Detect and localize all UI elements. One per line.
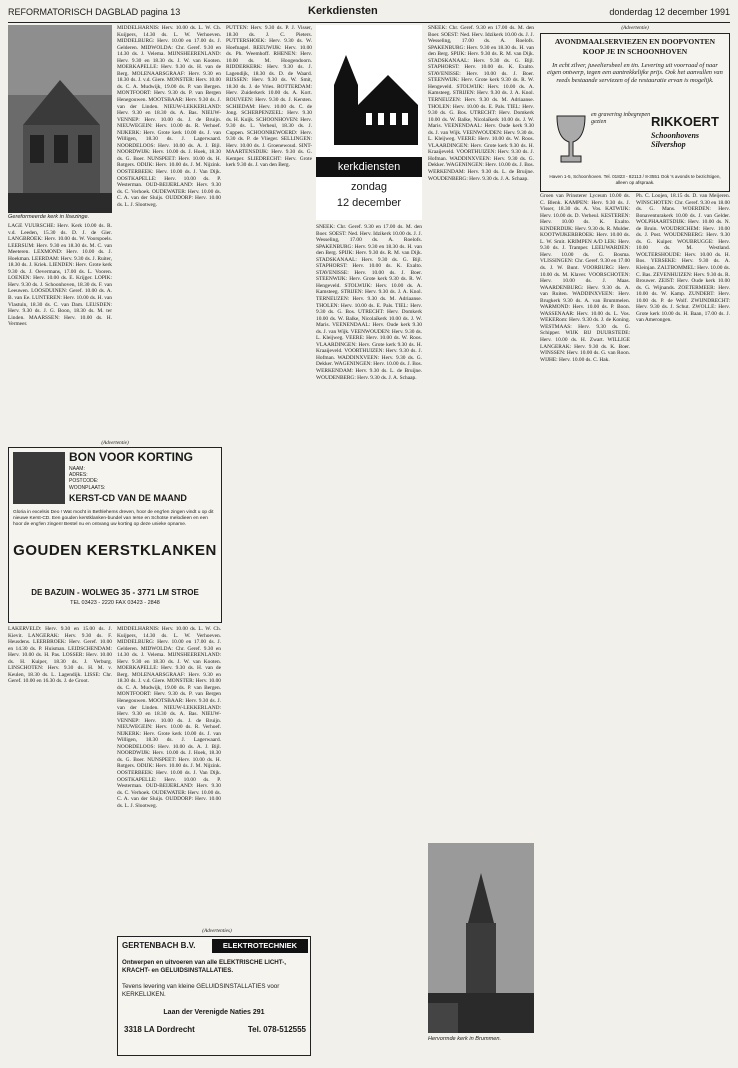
advert-rikkoert bbox=[540, 33, 730, 192]
church-silhouette bbox=[316, 25, 422, 155]
cd-headline: GOUDEN KERSTKLANKEN bbox=[13, 542, 217, 559]
kerkdiensten-banner bbox=[316, 25, 422, 220]
rikkoert-address: Haven 1-5, Schoonhoven. Tel. 01823 - 82113 / 8-3551 Ook 's avonds te bezichtigen, alleen op afspraak. bbox=[549, 174, 721, 185]
rikkoert-brand: RIKKOERT bbox=[651, 114, 719, 129]
gertenbach-name: GERTENBACH B.V. bbox=[122, 941, 196, 950]
church-photo-2 bbox=[428, 843, 534, 1033]
section-title: Kerkdiensten bbox=[308, 5, 378, 17]
advert-label-3: (Advertenties) bbox=[202, 928, 232, 934]
advert-label-2: (Advertentie) bbox=[621, 25, 649, 31]
gertenbach-address: Laan der Verenigde Naties 291 bbox=[163, 1009, 265, 1016]
banner-day: zondag bbox=[350, 181, 388, 193]
photo-caption-2: Hervormde kerk in Brummen. bbox=[428, 1036, 502, 1042]
page-header bbox=[8, 4, 730, 23]
listing-column-2b: MIDDELHARNIS: Herv. 10.00 ds. L. W. Ch. Kuijpers, 14.30 ds. L. W. Verhoeven. MIDDELBURG: Herv. 10.00 en 17.00 ds. J. Gelderen. MIDWOLDA: Chr. Geref. 9.30 en 14.30 ds. J. Velema. MIJNSHEERENLAND: Herv. 9.30 en 18.30 ds. J. W. van Kooten. MOERKAPELLE: Herv. 9.30 ds. H. van de Berg. MOLENAARSGRAAF: Herv. 9.30 en 18.30 ds. J. v.d. Giere. MONSTER: Herv. 10.00 ds. C. A. Mudwijk, 19.00 ds. P. van Bergen. MONTFOORT: Herv. 9.30 ds. P. van Bergen Henegouwen. MOOTSBAAR: Herv. 9.30 ds. J. van der Linden. NIEUW-LEKKERLAND: Herv. 9.30 en 18.30 ds. A. Bas. NIEUW-VENNEP: Herv. 10.00 ds. J. de Bruijn. NIEUWEGEIN: Herv. 10.00 ds. R. Verhoef. NIJKERK: Herv. Grote kerk 10.00 ds. J. van Willigen, 18.30 ds. J. Lagerwaard. NOORDELOOS: Herv. 10.00 ds. A. J. Bijl. NOORDWIJK: Herv. 10.00 ds. J. Hoek, 18.30 ds. G. Boer. NUNSPEET: Herv. 10.00 ds. H. Rotgers. ODIJK: Herv. 10.00 ds. J. M. Nijzink. OOSTERBEEK: Herv. 10.00 ds. J. Van Dijk. OOSTKAPELLE: Herv. 10.00 ds. P. Westerman. OUD-BEIJERLAND: Herv. 9.30 ds. C. Verhoek. OUDEWATER: Herv. 10.00 ds. C. A. van der Sluijs. OUDDORP: Herv. 10.00 ds. L. J. Slootweg. bbox=[117, 626, 221, 809]
cd-body: Gloria in excelsis Deo ! Wat mocht in Bethlehems dreven, hoor de eng'len zingen vindt u op dit nieuwe Kerst-CD. Een gouden kerstklanken-bundel van Ierse en Schotse melodieen en een hoor de eng'len zingen! Bestel nu en ontvang uw korting op deze unieke opname. bbox=[13, 510, 214, 527]
listing-column-1b: LAKERVELD: Herv. 9.30 en 15.00 ds. J. Kievit. LANGERAK: Herv. 9.30 ds. F. Heusdens. LEERBROEK: Herv. Geref. 10.00 en 14.30 ds. P. Huisman. LEIDSCHENDAM: Herv. 10.00 ds. H. Pas. LOSSER: Herv. 10.00 ds. H. Kuiper, 18.30 ds. J. Verburg. LINSCHOTEN: Herv. 9.30 ds. H. M. v. Keulen, 18.30 ds. L. Lagendijk. LISSE: Chr. Geref. 10.00 en 16.30 ds. J. de Groot. bbox=[8, 626, 112, 685]
chalice-icon bbox=[551, 112, 591, 170]
photo-caption-1: Gereformeerde kerk in Ilsezinge. bbox=[8, 214, 90, 220]
coupon-field-city[interactable]: WOONPLAATS: bbox=[69, 484, 106, 491]
banner-date: 12 december bbox=[336, 197, 402, 209]
firm-phone: TEL 03423 - 2220 FAX 03423 - 2848 bbox=[70, 600, 160, 606]
cd-subtitle: KERST-CD VAN DE MAAND bbox=[69, 493, 187, 503]
banner-title: kerkdiensten bbox=[316, 157, 422, 177]
gertenbach-line1: Ontwerpen en uitvoeren van alle ELEKTRISCHE LICHT-, KRACHT- en GELUIDSINSTALLATIES. bbox=[122, 959, 286, 974]
coupon-field-name[interactable]: NAAM: bbox=[69, 466, 85, 472]
coupon-field-address[interactable]: ADRES: bbox=[69, 472, 88, 479]
gertenbach-line2: Tevens levering van kleine GELUIDSINSTALLATIES voor KERKELIJKEN. bbox=[122, 983, 280, 998]
listing-column-3b: SNEEK: Chr. Geref. 9.30 en 17.00 ds. M. den Boer. SOEST: Ned. Herv. Idzikerk 10.00 ds. J. J. Wesseling, 17.00 ds. A. Roelofs. SPAKENBURG: Herv. 9.30 en 18.30 ds. H. van den Berg. SPIJK: Herv. 9.30 ds. R. M. van Dijk. STADSKANAAL: Herv. 9.30 ds. G. Bijl. STAPHORST: Herv. 10.00 ds. K. Exalto. STAVENISSE: Herv. 10.00 ds. J. Boer. STEENWIJK: Herv. Grote kerk 9.30 ds. R. W. Hengeveld. STOLWIJK: Herv. 10.00 ds. A. Kamsteeg. STRIJEN: Herv. 9.30 ds. J. A. Knol. TERNEUZEN: Herv. 9.30 ds. M. Adriaanse. THOLEN: Herv. 10.00 ds. E. Pals. TIEL: Herv. 9.30 ds. G. Bos. UTRECHT: Herv. Domkerk 10.00 ds. W. Balke, Nicolaïkerk 10.00 ds. J. W. Maris. VEENENDAAL: Herv. Oude kerk 9.30 ds. J. van Wijk. VEENWOUDEN: Herv. 9.30 ds. L. Kleijweg. VEERE: Herv. 10.00 ds. W. Roos. VLAARDINGEN: Herv. Grote kerk 9.30 ds. H. Kraaijeveld. VOORTHUIZEN: Herv. 9.30 ds. J. Hofman. WADDINXVEEN: Herv. 9.30 ds. G. Dekker. WAGENINGEN: Herv. 10.00 ds. J. Bos. WERKENDAM: Herv. 9.30 ds. L. de Bruijne. WOUDENBERG: Herv. 9.30 ds. J. A. Schaap. bbox=[316, 224, 422, 381]
advert-bazuin bbox=[8, 447, 222, 623]
advert-gertenbach bbox=[117, 936, 311, 1056]
coupon-title: BON VOOR KORTING bbox=[69, 450, 194, 464]
rikkoert-subtitle: KOOP JE IN SCHOONHOVEN bbox=[582, 47, 688, 56]
listing-column-3: PUTTEN: Herv. 9.30 ds. P. J. Visser, 18.30 ds. J. C. Pieters. PUTTERSHOEK: Herv. 9.30 ds. W. Hoefnagel. REEUWIJK: Herv. 10.00 ds. Ph. Weemhoff. RHENEN: Herv. 10.00 ds. M. Hoogendoorn. RIDDERKERK: Herv. 9.30 ds. J. Lagendijk, 18.30 ds. D. de Waard. RIJSSEN: Herv. 9.30 ds. W. Smit, 18.30 ds. J. de Vries. ROTTERDAM: Herv. Zuiderkerk 10.00 ds. A. Kort. ROUVEEN: Herv. 9.30 ds. J. Kersten. SCHIEDAM: Herv. 10.00 ds. C. de Jong. SCHERPENZEEL: Herv. 9.30 ds. H. Kuijk. SCHOONHOVEN: Herv. 9.30 ds. L. Verheul, 18.30 ds. J. Cuppen. SCHOONREWOERD: Herv. 9.30 ds. P. de Vlieger. SELLINGEN: Herv. 10.00 ds. J. Groenewoud. SINT-MAARTENSDIJK: Herv. 9.30 ds. G. Kemper. SLIEDRECHT: Herv. Grote kerk 9.30 ds. J. van den Berg. bbox=[226, 25, 312, 169]
coupon-field-postcode[interactable]: POSTCODE: bbox=[69, 478, 99, 485]
rikkoert-title: AVONDMAALSERVIEZEN EN DOOPVONTEN bbox=[554, 37, 716, 46]
church-photo-1 bbox=[8, 25, 112, 213]
listing-column-6: Ph. C. Loojen, 18.15 ds. D. van Meijeren. WINSCHOTEN: Chr. Geref. 9.30 en 18.00 ds. G. Mans. WOERDEN: Herv. Bonaventurakerk 10.00 ds. J. van Gelder. WOLPHAARTSDIJK: Herv. 10.00 ds. N. de Bruin. WOUDRICHEM: Herv. 10.00 ds. J. Post. WOUDENBERG: Herv. 9.30 ds. G. Kuiper. WOUBRUGGE: Herv. 10.00 ds. M. Westland. WOLTERSHOUDE: Herv. 10.00 ds. H. Bos. YERSEKE: Herv. 9.30 ds. A. Kleinjan. ZALTBOMMEL: Herv. 10.00 ds. C. Bas. ZEVENHUIZEN: Herv. 9.30 ds. R. Brouwer. ZEIST: Herv. Oude kerk 10.00 ds. G. Wijnands. ZOETERMEER: Herv. 10.00 ds. W. Kamp. ZUNDERT: Herv. 10.00 ds. P. de Wolf. ZWIJNDRECHT: Herv. 9.30 ds. J. Schut. ZWOLLE: Herv. Grote kerk 10.00 ds. H. Baan, 17.00 ds. J. van Amerongen. bbox=[636, 193, 730, 324]
church-tower-2 bbox=[428, 843, 534, 1033]
issue-date: donderdag 12 december 1991 bbox=[609, 7, 730, 17]
gertenbach-trade: ELEKTROTECHNIEK bbox=[212, 939, 308, 953]
rikkoert-brand2: Schoonhovens Silvershop bbox=[651, 131, 700, 149]
page-number: REFORMATORISCH DAGBLAD pagina 13 bbox=[8, 7, 181, 17]
firm-address: DE BAZUIN - WOLWEG 35 - 3771 LM STROE bbox=[31, 588, 199, 597]
coupon-fields bbox=[69, 466, 209, 491]
rikkoert-body: In echt zilver, juweliersbeel en tin. Levering uit voorraad of naar eigen ontwerp, tegen een aantrekkelijke prijs. Ook het aanvullen van reeds bestaande serviezen of de restauratie ervan is mogelijk. bbox=[547, 62, 723, 84]
listing-column-4: SNEEK: Chr. Geref. 9.30 en 17.00 ds. M. den Boer. SOEST: Ned. Herv. Idzikerk 10.00 ds. J. J. Wesseling, 17.00 ds. A. Roelofs. SPAKENBURG: Herv. 9.30 en 18.30 ds. H. van den Berg. SPIJK: Herv. 9.30 ds. R. M. van Dijk. STADSKANAAL: Herv. 9.30 ds. G. Bijl. STAPHORST: Herv. 10.00 ds. K. Exalto. STAVENISSE: Herv. 10.00 ds. J. Boer. STEENWIJK: Herv. Grote kerk 9.30 ds. R. W. Hengeveld. STOLWIJK: Herv. 10.00 ds. A. Kamsteeg. STRIJEN: Herv. 9.30 ds. J. A. Knol. TERNEUZEN: Herv. 9.30 ds. M. Adriaanse. THOLEN: Herv. 10.00 ds. E. Pals. TIEL: Herv. 9.30 ds. G. Bos. UTRECHT: Herv. Domkerk 10.00 ds. W. Balke, Nicolaïkerk 10.00 ds. J. W. Maris. VEENENDAAL: Herv. Oude kerk 9.30 ds. J. van Wijk. VEENWOUDEN: Herv. 9.30 ds. L. Kleijweg. VEERE: Herv. 10.00 ds. W. Roos. VLAARDINGEN: Herv. Grote kerk 9.30 ds. H. Kraaijeveld. VOORTHUIZEN: Herv. 9.30 ds. J. Hofman. WADDINXVEEN: Herv. 9.30 ds. G. Dekker. WAGENINGEN: Herv. 10.00 ds. J. Bos. WERKENDAM: Herv. 9.30 ds. L. de Bruijne. WOUDENBERG: Herv. 9.30 ds. J. A. Schaap. bbox=[428, 25, 534, 182]
listing-column-5: Groen van Prinsterer Lyceum 10.00 ds. C. Blenk. KAMPEN: Herv. 9.30 ds. J. Visser, 18.30 ds. A. Vos. KATWIJK: Herv. 10.00 ds. D. Verheul. KESTEREN: Herv. 10.00 ds. K. Exalto. KINDERDIJK: Herv. 9.30 ds. R. Mulder. KOOTWIJKERBROEK: Herv. 10.00 ds. L. W. Smit. KRIMPEN A/D LEK: Herv. 9.30 ds. J. Tramper. LEEUWARDEN: Herv. 10.00 ds. G. Bosma. VLISSINGEN: Chr. Geref. 9.30 en 17.00 ds. J. W. Bunt. VOORBURG: Herv. 10.00 ds. M. Klaver. VOORSCHOTEN: Herv. 10.00 ds. J. Maas. WAARDENBURG: Herv. 9.30 ds. A. van Ruiten. WADDINXVEEN: Herv. Brugkerk 9.30 ds. A. van Brummelen. WARMOND: Herv. 10.00 ds. P. Boon. WASSENAAR: Herv. 10.00 ds. L. Vos. WEKERom: Herv. 9.30 ds. J. de Koning. WESTMAAS: Herv. 9.30 ds. G. Schipper. WIJK BIJ DUURSTEDE: Herv. 10.00 ds. H. Zwart. WILLIGE LANGERAK: Herv. 9.30 ds. K. Boer. WINSSEN: Herv. 10.00 ds. G. van Roon. WIJHE: Herv. 10.00 ds. C. Hak. bbox=[540, 193, 630, 363]
cd-cover bbox=[13, 452, 65, 504]
listing-column-2: MIDDELHARNIS: Herv. 10.00 ds. L. W. Ch. Kuijpers, 14.30 ds. L. W. Verhoeven. MIDDELBURG: Herv. 10.00 en 17.00 ds. J. Gelderen. MIDWOLDA: Chr. Geref. 9.30 en 14.30 ds. J. Velema. MIJNSHEERENLAND: Herv. 9.30 en 18.30 ds. J. W. van Kooten. MOERKAPELLE: Herv. 9.30 ds. H. van de Berg. MOLENAARSGRAAF: Herv. 9.30 en 18.30 ds. J. v.d. Giere. MONSTER: Herv. 10.00 ds. C. A. Mudwijk, 19.00 ds. P. van Bergen. MONTFOORT: Herv. 9.30 ds. P. van Bergen Henegouwen. MOOTSBAAR: Herv. 9.30 ds. J. van der Linden. NIEUW-LEKKERLAND: Herv. 9.30 en 18.30 ds. A. Bas. NIEUW-VENNEP: Herv. 10.00 ds. J. de Bruijn. NIEUWEGEIN: Herv. 10.00 ds. R. Verhoef. NIJKERK: Herv. Grote kerk 10.00 ds. J. van Willigen, 18.30 ds. J. Lagerwaard. NOORDELOOS: Herv. 10.00 ds. A. J. Bijl. NOORDWIJK: Herv. 10.00 ds. J. Hoek, 18.30 ds. G. Boer. NUNSPEET: Herv. 10.00 ds. H. Rotgers. ODIJK: Herv. 10.00 ds. J. M. Nijzink. OOSTERBEEK: Herv. 10.00 ds. J. Van Dijk. OOSTKAPELLE: Herv. 10.00 ds. P. Westerman. OUD-BEIJERLAND: Herv. 9.30 ds. C. Verhoek. OUDEWATER: Herv. 10.00 ds. C. A. van der Sluijs. OUDDORP: Herv. 10.00 ds. L. J. Slootweg. bbox=[117, 25, 221, 208]
church-building-1 bbox=[8, 25, 112, 213]
gertenbach-city: 3318 LA Dordrecht bbox=[124, 1025, 195, 1034]
advert-label-1: (Advertentie) bbox=[101, 440, 129, 446]
listing-column-1a: LAGE VUURSCHE: Herv. Kerk 10.00 ds. R. v.d. Leeden, 15.30 ds. D. J. de Gier. LANGBROEK: Herv. 10.00 ds. W. Voorspoels. LEERSUM: Herv. 9.30 en 18.30 ds. M. C. van Meeteren. LEXMOND: Herv. 10.00 ds. J. Hoekman. LEERDAM: Herv. 9.30 ds. J. Ruiter, 18.30 ds. J. Kriek. LIENDEN: Herv. Grote kerk 9.30 ds. J. Oevermans, 17.00 ds. L. Vooren. LOENEN: Herv. 10.00 ds. E. Krijger. LOPIK: Herv. 9.30 ds. J. Schoonhoven, 18.30 ds. F. van Leeuwen. LOOSDUINEN: Geref. 10.00 ds. A. B. van Ee. LUNTEREN: Herv. 10.00 ds. H. van Vlastuin, 18.30 ds. C. van Dam. LEUSDEN: Herv. 9.30 ds. J. G. Boon, 18.30 ds. M. ter Linden. MAARSSEN: Herv. 10.00 ds. H. Vermeer. bbox=[8, 223, 112, 328]
gertenbach-phone: Tel. 078-512555 bbox=[247, 1025, 306, 1034]
rikkoert-tag: en gravering inbegrepen gezien bbox=[591, 112, 651, 125]
